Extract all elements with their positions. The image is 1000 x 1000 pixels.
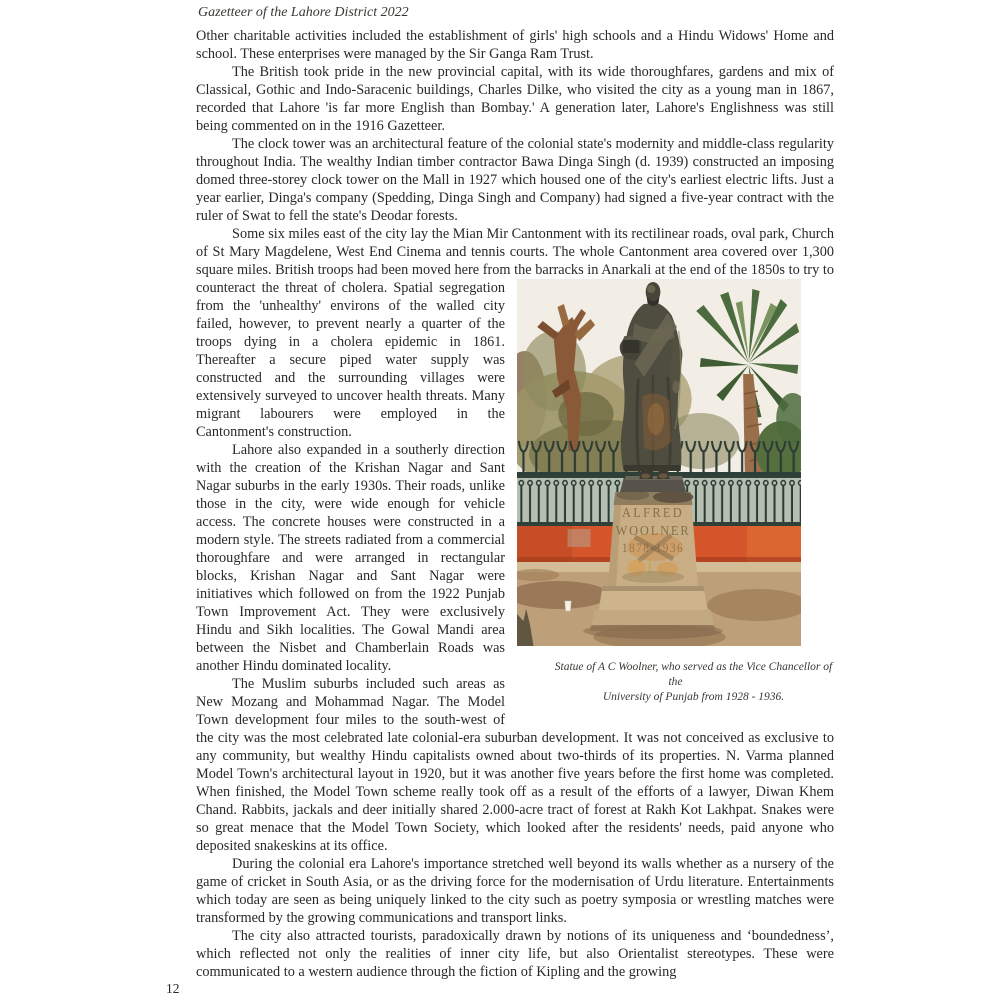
statue-photo	[517, 279, 801, 646]
paragraph-8: The city also attracted tourists, paradoxically drawn by notions of its uniqueness and ‘boundedness’, which reflected not only the realities of inner city life, but also Orientalist stereotypes. These were communicated to a western audience through the fiction of Kipling and the growing	[196, 928, 834, 980]
paragraph-3: The clock tower was an architectural feature of the colonial state's modernity and middle-class regularity throughout India. The wealthy Indian timber contractor Bawa Dinga Singh (d. 1939) constructed an imposing domed three-storey clock tower on the Mall in 1927 which housed one of the city's earliest electric lifts. Just a year earlier, Dinga's company (Spedding, Dinga Singh and Company) had signed a five-year contract with the ruler of Swat to fell the state's Deodar forests.	[196, 136, 834, 224]
body-text	[196, 27, 834, 981]
paragraph-5: Lahore also expanded in a southerly direction with the creation of the Krishan Nagar and Sant Nagar suburbs in the early 1930s. Their roads, unlike those in the city, were wide enough for vehicle access. The concrete houses were constructed in a modern style. The streets radiated from a commercial thoroughfare and were arranged in rectangular blocks, Krishan Nagar and Sant Nagar were initiatives which followed on from the 1922 Punjab Town Improvement Act. They were exclusively Hindu and Sikh localities. The Gowal Mandi area between the Nisbet and Chamberlain Roads was another Hindu dominated locality.	[196, 442, 505, 674]
running-header: Gazetteer of the Lahore District 2022	[198, 5, 409, 20]
caption-line-1: Statue of A C Woolner, who served as the Vice Chancellor of the	[554, 661, 833, 688]
photo-caption	[517, 660, 834, 705]
pedestal-inscription-line-2: WOOLNER	[615, 522, 691, 539]
paragraph-4-after-figure: Anarkali at the end of the 1850s to try to counteract the threat of cholera. Spatial segregation from the 'unhealthy' environs of the walled city failed, however, to prevent nearly a quarter of the troops dying in a cholera epidemic in 1861. Thereafter a secure piped water supply was constructed and the surrounding villages were extensively surveyed to uncover health threats. Many migrant labourers were employed in the Cantonment's construction.	[196, 262, 834, 440]
paragraph-4-before-figure: Some six miles east of the city lay the Mian Mir Cantonment with its rectilinear roads, oval park, Church of St Mary Magdelene, West End Cinema and tennis courts. The whole Cantonment area covered over 1,300 square miles. British troops had been moved here from the barracks in	[196, 226, 834, 278]
page-number: 12	[166, 981, 180, 996]
paragraph-1: Other charitable activities included the establishment of girls' high schools and a Hindu Widows' Home and school. These enterprises were managed by the Sir Ganga Ram Trust.	[196, 28, 834, 62]
paragraph-2: The British took pride in the new provincial capital, with its wide thoroughfares, gardens and mix of Classical, Gothic and Indo-Saracenic buildings, Charles Dilke, who visited the city as a young man in 1867, recorded that Lahore 'is far more English than Bombay.' A generation later, Lahore's Englishness was still being commented on in the 1916 Gazetteer.	[196, 64, 834, 134]
caption-line-2: University of Punjab from 1928 - 1936.	[602, 691, 785, 703]
pedestal-inscription-line-3: 1878-1936	[621, 540, 685, 556]
statue-photo-figure	[517, 279, 834, 724]
paragraph-7: During the colonial era Lahore's importance stretched well beyond its walls whether as a nursery of the game of cricket in South Asia, or as the driving force for the modernisation of Urdu literature. Entertainments which today are seen as being uniquely linked to the city such as poetry symposia or wrestling matches were transformed by the growing communications and transport links.	[196, 856, 834, 926]
pedestal-inscription-line-1: ALFRED	[622, 504, 685, 521]
paragraph-6: The Muslim suburbs included such areas as New Mozang and Mohammad Nagar. The Model Town development four miles to the south-west of the city was the most celebrated late colonial-era suburban development. It was not conceived as exclusive to any community, but wealthy Hindu capitalists owned about two-thirds of its properties. N. Varma planned Model Town's architectural layout in 1920, but it was another five years before the first home was completed. When finished, the Model Town scheme really took off as a result of the efforts of a lawyer, Diwan Khem Chand. Rabbits, jackals and deer initially shared 2.000-acre tract of forest at Rakh Kot Lakhpat. Snakes were so great menace that the Model Town Society, which looked after the residents' needs, paid anyone who deposited snakeskins at its office.	[196, 676, 834, 854]
white-cup	[565, 601, 571, 611]
